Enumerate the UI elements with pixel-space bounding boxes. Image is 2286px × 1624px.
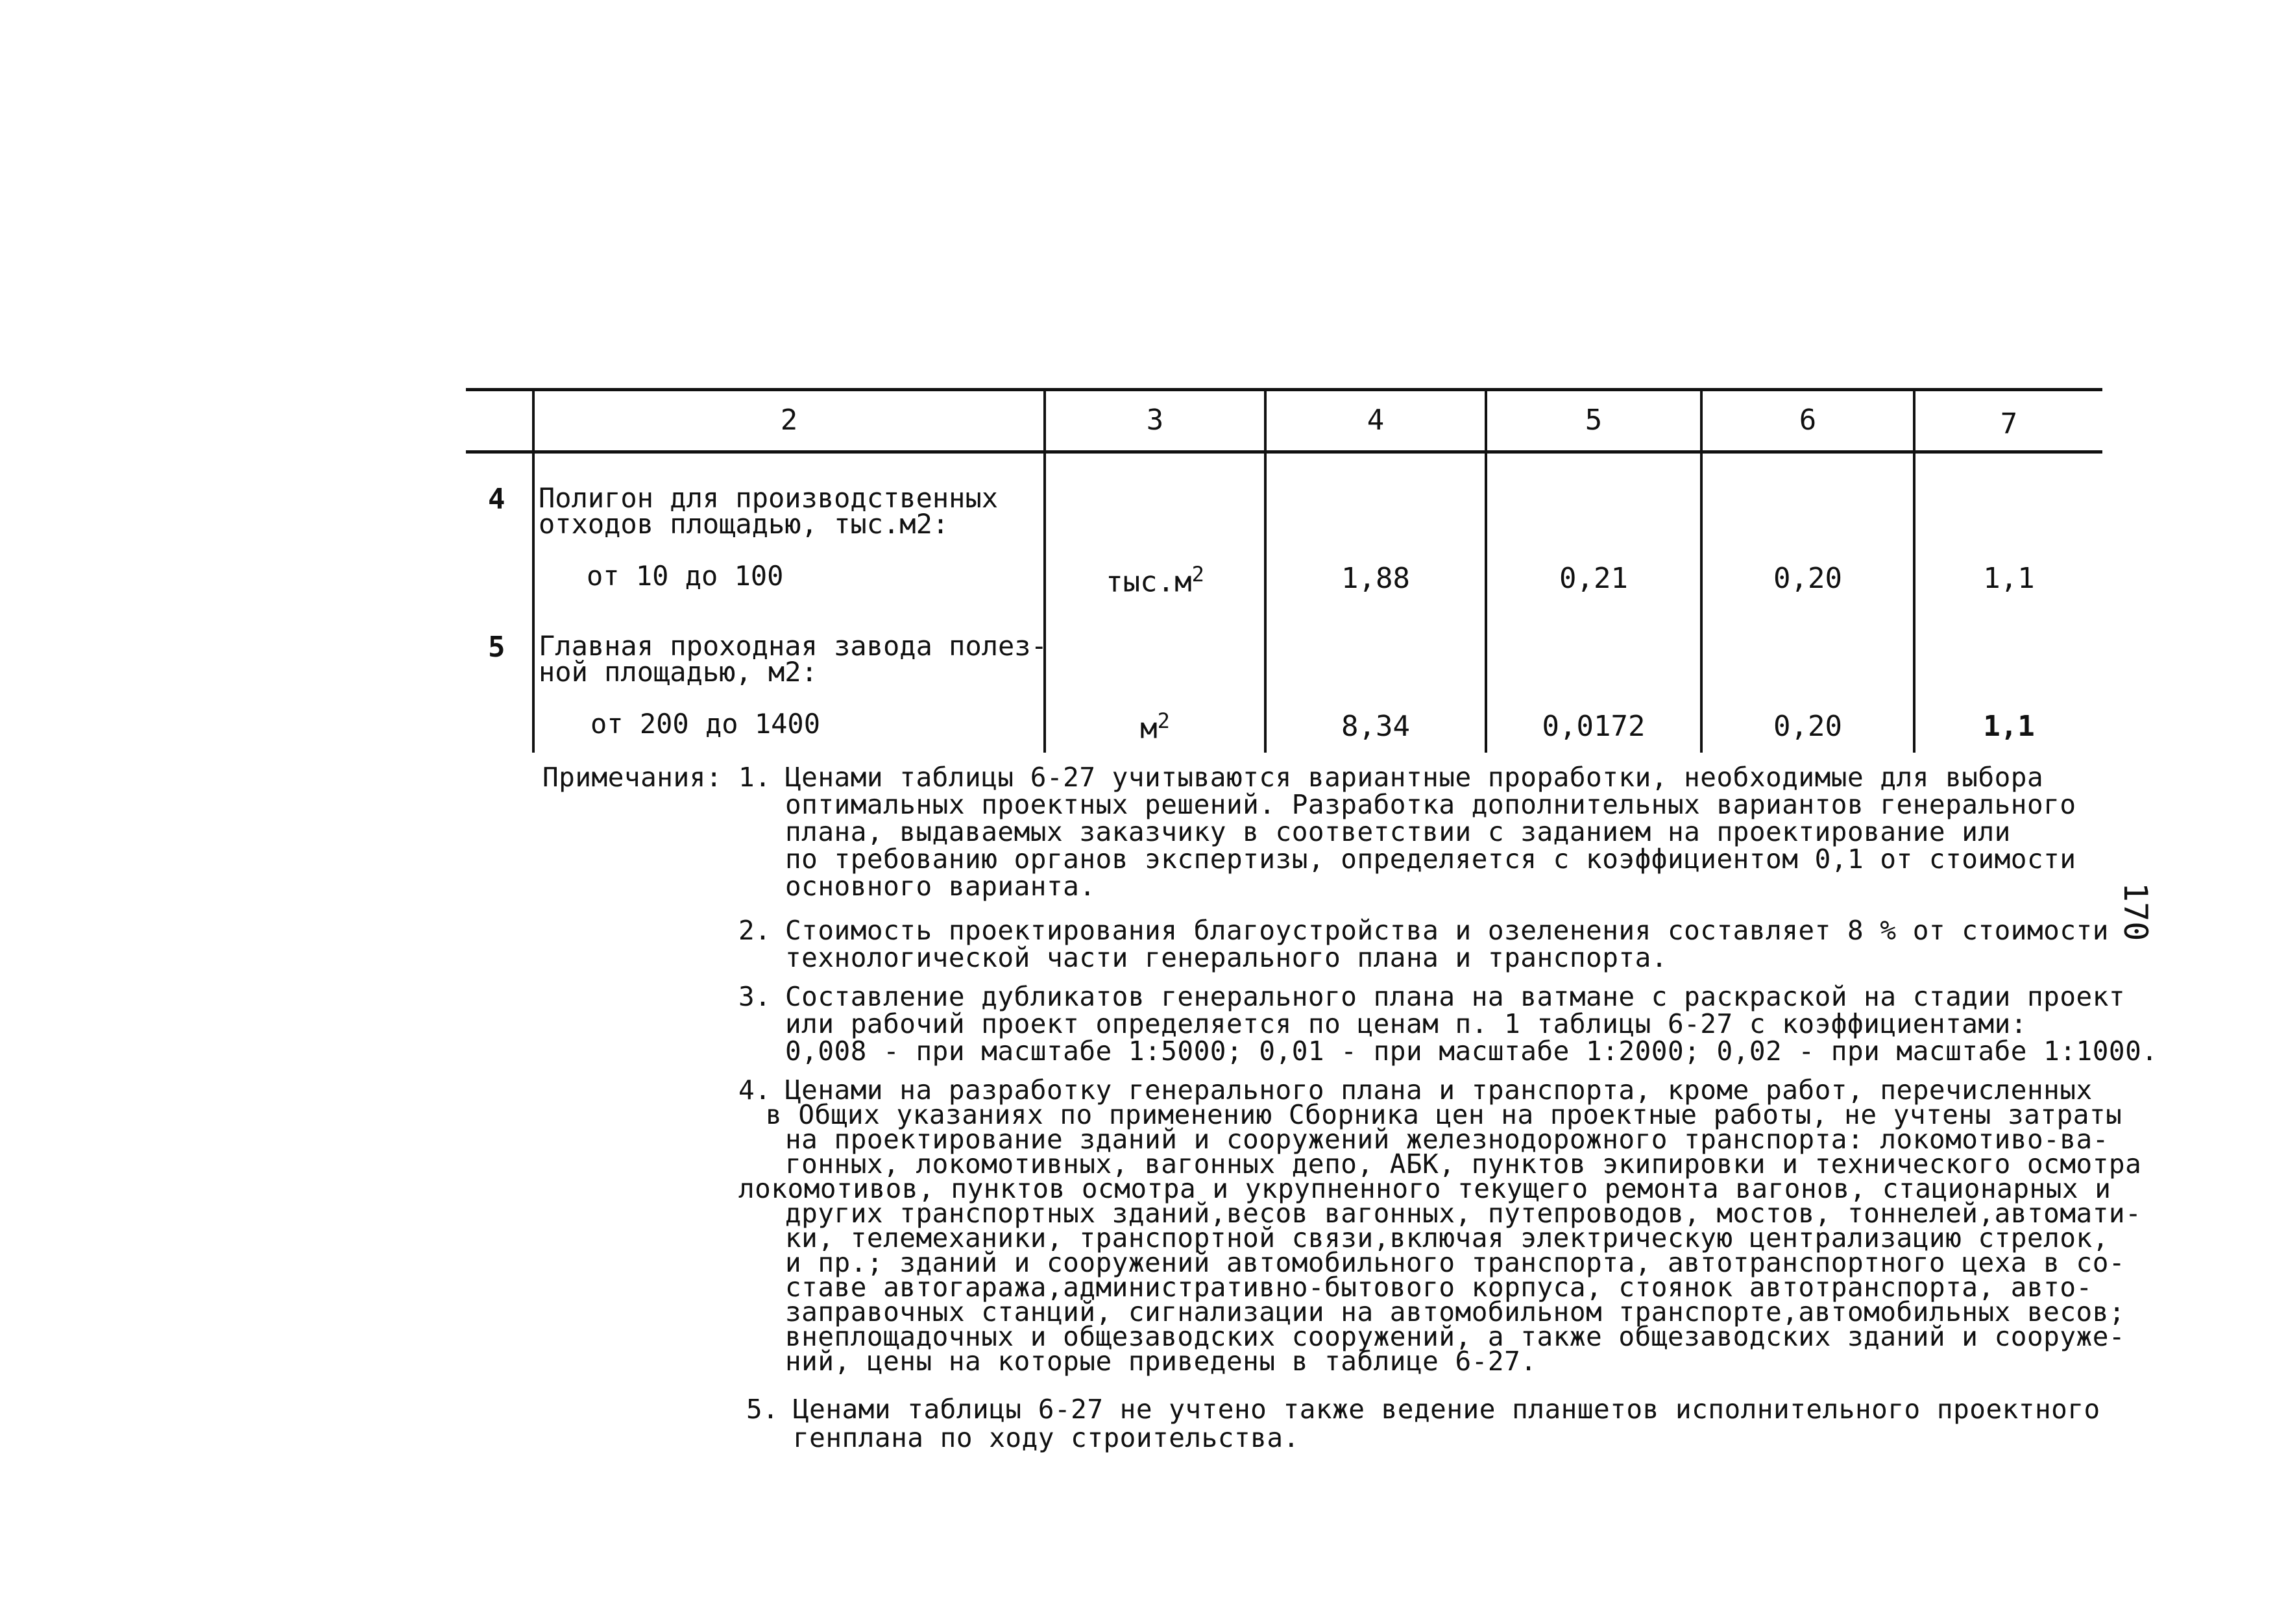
note-line: Составление дубликатов генерального плана на ватмане с раскраской на стадии проект — [785, 981, 2126, 1012]
value-cell: 1,88 — [1341, 562, 1410, 595]
column-header: 2 — [780, 404, 798, 437]
value-cell: 1,1 — [1983, 710, 2035, 743]
row-title-line: Полигон для производственных — [539, 482, 999, 514]
value-cell: 0,20 — [1773, 710, 1842, 743]
note-line: технологической части генерального плана и транспорта. — [785, 942, 1668, 973]
unit-superscript: 2 — [1157, 709, 1170, 733]
note-line: оптимальных проектных решений. Разработка дополнительных вариантов генерального — [785, 789, 2076, 820]
note-line: гонных, локомотивных, вагонных депо, АБК, пунктов экипировки и технического осмотра — [785, 1148, 2142, 1180]
note-line: внеплощадочных и общезаводских сооружений, а также общезаводских зданий и сооруже- — [785, 1321, 2126, 1352]
note-line: ний, цены на которые приведены в таблице 6-27. — [785, 1346, 1537, 1377]
column-header: 7 — [2000, 407, 2018, 441]
row-sub-label: от 200 до 1400 — [590, 708, 821, 740]
note-line: по требованию органов экспертизы, определяется с коэффициентом 0,1 от стоимости — [785, 843, 2076, 875]
table-header-rule — [466, 450, 2102, 454]
row-number: 5 — [488, 631, 505, 664]
note-line: заправочных станций, сигнализации на автомобильном транспорте,автомобильных весов; — [785, 1296, 2126, 1327]
unit-cell — [1046, 709, 1264, 745]
row-title-line: ной площадью, м2: — [539, 656, 818, 688]
note-line: других транспортных зданий,весов вагонных, путепроводов, мостов, тоннелей,автомати- — [785, 1198, 2142, 1229]
note-number: 1. — [738, 762, 772, 793]
row-title-line: отходов площадью, тыс.м2: — [539, 508, 949, 540]
note-line: Ценами на разработку генерального плана и транспорта, кроме работ, перечисленных — [785, 1074, 2093, 1106]
column-header: 6 — [1799, 404, 1817, 437]
unit-text: м — [1140, 712, 1158, 745]
note-line: основного варианта. — [785, 871, 1096, 902]
value-cell: 8,34 — [1341, 710, 1410, 743]
note-line: генплана по ходу строительства. — [793, 1422, 1300, 1453]
unit-superscript: 2 — [1191, 562, 1204, 587]
note-line: в Общих указаниях по применению Сборника цен на проектные работы, не учтены затраты — [766, 1099, 2122, 1130]
column-header: 4 — [1367, 404, 1385, 437]
note-line: Стоимость проектирования благоустройства и озеленения составляет 8 % от стоимости — [785, 915, 2109, 946]
note-line: ки, телемеханики, транспортной связи,включая электрическую централизацию стрелок, — [785, 1222, 2109, 1254]
note-line: Ценами таблицы 6-27 не учтено также ведение планшетов исполнительного проектного — [793, 1394, 2100, 1425]
value-cell: 1,1 — [1983, 562, 2035, 595]
note-line: на проектирование зданий и сооружений железнодорожного транспорта: локомотиво-ва- — [785, 1124, 2109, 1155]
column-header: 3 — [1146, 404, 1164, 437]
unit-cell — [1046, 562, 1264, 599]
note-number: 2. — [738, 915, 772, 946]
note-line: 0,008 - при масштабе 1:5000; 0,01 - при масштабе 1:2000; 0,02 - при масштабе 1:1000. — [785, 1036, 2158, 1067]
row-title-line: Главная проходная завода полез- — [539, 630, 1047, 662]
note-line: плана, выдаваемых заказчику в соответствии с заданием на проектирование или — [785, 816, 2011, 847]
notes-heading: Примечания: — [542, 762, 723, 793]
page-number: 170 — [2117, 882, 2154, 941]
table-divider — [532, 389, 535, 753]
value-cell: 0,20 — [1773, 562, 1842, 595]
row-sub-label: от 10 до 100 — [587, 560, 784, 592]
value-cell: 0,0172 — [1542, 710, 1646, 743]
column-header: 5 — [1585, 404, 1603, 437]
note-number: 4. — [738, 1074, 772, 1106]
table-top-rule — [466, 388, 2102, 391]
value-cell: 0,21 — [1559, 562, 1628, 595]
note-number: 5. — [746, 1394, 779, 1425]
row-number: 4 — [488, 483, 505, 516]
note-line: и пр.; зданий и сооружений автомобильного транспорта, автотранспортного цеха в со- — [785, 1247, 2126, 1278]
note-line: или рабочий проект определяется по ценам п. 1 таблицы 6-27 с коэффициентами: — [785, 1008, 2027, 1039]
note-line: ставе автогаража,административно-бытового корпуса, стоянок автотранспорта, авто- — [785, 1272, 2093, 1303]
note-line: локомотивов, пунктов осмотра и укрупненного текущего ремонта вагонов, стационарных и — [738, 1173, 2111, 1204]
unit-text: тыс.м — [1106, 565, 1192, 599]
note-line: Ценами таблицы 6-27 учитываются вариантные проработки, необходимые для выбора — [785, 762, 2044, 793]
note-number: 3. — [738, 981, 772, 1012]
